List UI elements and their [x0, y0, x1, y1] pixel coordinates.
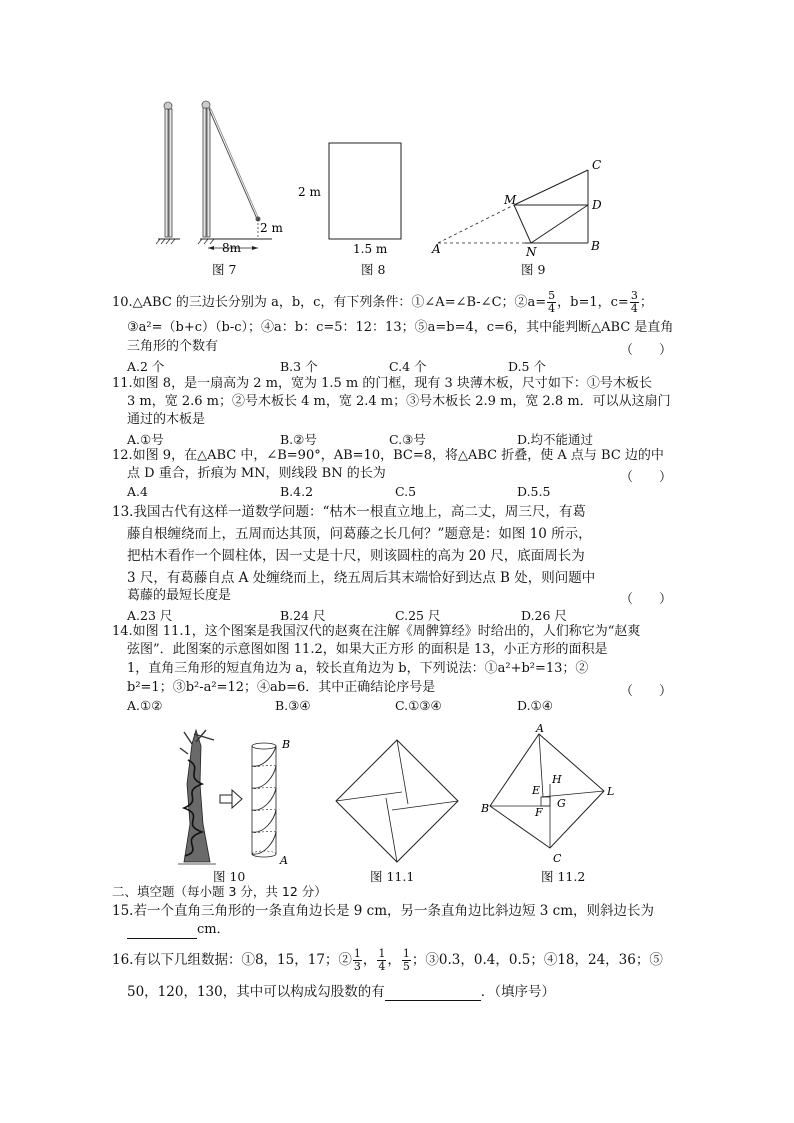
q14-line-3: 1，直角三角形的短直角边为 a，较长直角边为 b，下列说法：①a²+b²=13；② [127, 661, 589, 676]
fig11-2-point-A: A [536, 724, 544, 735]
q11-option-a: A.①号 [127, 432, 164, 447]
fig10-label-B: B [282, 738, 291, 751]
q16-fraction-2: $\frac{1}{4}$ [378, 947, 386, 973]
q14-answer-paren: （ ） [620, 684, 673, 699]
figure-7-drawing [156, 101, 283, 255]
q13-answer-paren: （ ） [620, 592, 673, 607]
q12-option-c: C.5 [395, 484, 417, 499]
q10-option-b: B.3 个 [280, 359, 318, 374]
q16-fraction-3: $\frac{1}{5}$ [402, 947, 410, 973]
q15-line2-post: cm． [197, 922, 230, 937]
fig9-point-D: D [592, 198, 602, 212]
q14-line-4: b²=1；③b²-a²=12；④ab=6．其中正确结论序号是 [127, 680, 436, 695]
q13-line-2: 藤自根缠绕而上，五周而达其顶，问葛藤之长几何？”题意是：如图 10 所示， [127, 526, 592, 542]
q14-option-d: D.①④ [517, 698, 553, 713]
q14-line-1: 14.如图 11.1，这个图案是我国汉代的赵爽在注解《周髀算经》时给出的，人们称它为“赵爽 [112, 624, 641, 639]
q14-line-2: 弦图”．此图案的示意图如图 11.2，如果大正方形 的面积是 13，小正方形的面积是 [127, 642, 608, 657]
top-figures [150, 95, 670, 280]
q12-option-a: A.4 [127, 484, 148, 499]
fig10-caption: 图 10 [213, 869, 246, 884]
q12-line-1: 12.如图 9，在△ABC 中，∠B=90°，AB=10，BC=8，将△ABC 折叠，使 A 点与 BC 边的中 [112, 448, 664, 463]
q13-option-c: C.25 尺 [395, 608, 441, 623]
q13-line-1: 13.我国古代有这样一道数学问题：“枯木一根直立地上，高二丈，周三尺，有葛 [112, 504, 586, 520]
q10-line-2: ③a²=（b+c）（b-c）；④a：b：c=5：12：13；⑤a=b=4，c=6，其中能判断△ABC 是直角 [127, 320, 674, 335]
q10-line1-pre: 10.△ABC 的三边长分别为 a，b，c，有下列条件：①∠A=∠B-∠C；②a= [112, 295, 547, 310]
q16-line1-pre: 16.有以下几组数据：①8，15，17；② [112, 952, 352, 968]
fig8-caption: 图 8 [361, 262, 386, 277]
q15-answer-blank[interactable] [127, 922, 197, 939]
q11-option-d: D.均不能通过 [517, 432, 594, 447]
fig7-label-2m: 2 m [260, 221, 283, 235]
q11-option-c: C.③号 [389, 432, 426, 447]
q16-fraction-1: $\frac{1}{3}$ [353, 947, 361, 973]
figure-10-drawing [178, 730, 290, 867]
q15-line-2 [127, 922, 230, 939]
figure-8-drawing [298, 143, 401, 256]
q14-option-b: B.③④ [275, 698, 311, 713]
q11-line-2: 3 m，宽 2.6 m；②号木板长 4 m，宽 2.4 m；③号木板长 2.9 m，宽 2.8 m．可以从这扇门 [127, 394, 671, 409]
fig8-width-label: 1.5 m [353, 242, 388, 256]
fig11-2-point-C: C [553, 852, 562, 865]
fig8-height-label: 2 m [298, 185, 321, 199]
q10-option-a: A.2 个 [127, 359, 165, 374]
q11-option-b: B.②号 [280, 432, 317, 447]
middle-figures [170, 724, 640, 872]
fig11-2-point-F: F [535, 806, 543, 819]
q10-line-3: 三角形的个数有 [127, 339, 219, 354]
fig7-label-8m: 8m [222, 241, 242, 255]
q14-option-c: C.①③④ [395, 698, 442, 713]
q10-line-1 [112, 290, 653, 316]
section-2-title: 二、填空题（每小题 3 分，共 12 分） [112, 884, 327, 899]
fig9-point-M: M [504, 193, 517, 207]
fig11-2-point-E: E [532, 784, 541, 797]
q10-fraction-1: $\frac{5}{4}$ [548, 289, 556, 315]
q12-option-d: D.5.5 [517, 484, 551, 499]
q12-answer-paren: （ ） [620, 470, 673, 485]
q12-option-b: B.4.2 [280, 484, 314, 499]
q13-option-d: D.26 尺 [521, 608, 567, 623]
q12-line-2: 点 D 重合，折痕为 MN，则线段 BN 的长为 [127, 466, 386, 481]
q10-line1-mid: ，b=1，c= [557, 295, 629, 310]
fig9-point-B: B [591, 239, 600, 253]
q13-option-a: A.23 尺 [127, 608, 173, 623]
fig9-point-N: N [526, 245, 537, 259]
q16-line2-post: ．（填序号） [480, 984, 555, 1000]
fig10-label-A: A [280, 854, 288, 867]
q13-line-3: 把枯木看作一个圆柱体，因一丈是十尺，则该圆柱的高为 20 尺，底面周长为 [127, 548, 585, 564]
q11-line-3: 通过的木板是 [127, 412, 206, 427]
q16-line-1: 16.有以下几组数据：①8，15，17；② $\frac{1}{3}$ ， $\frac{1}{4}$ ， $\frac{1}{5}$ ；③0.3，0.4，0.5；④18，24，36；⑤ [112, 947, 663, 973]
figure-9-drawing [431, 158, 602, 259]
q13-line-5: 葛藤的最短长度是 [127, 588, 232, 603]
q16-line1-post: ；③0.3，0.4，0.5；④18，24，36；⑤ [411, 952, 663, 968]
figure-11-2-drawing [480, 724, 614, 865]
fig11-2-point-H: H [552, 773, 562, 786]
q10-answer-paren: （ ） [620, 343, 673, 358]
fig9-point-C: C [592, 158, 602, 172]
q16-line-2 [127, 984, 555, 1001]
fig11-1-caption: 图 11.1 [370, 869, 415, 884]
q14-option-a: A.①② [127, 698, 163, 713]
figure-11-1-drawing [336, 740, 458, 862]
q10-option-c: C.4 个 [389, 359, 427, 374]
q13-line-4: 3 尺，有葛藤自点 A 处缠绕而上，绕五周后其末端恰好到达点 B 处，则问题中 [127, 570, 596, 586]
q10-line1-post: ； [639, 295, 653, 310]
fig11-2-point-G: G [557, 797, 566, 810]
q16-answer-blank[interactable] [385, 984, 481, 1001]
q13-option-b: B.24 尺 [280, 608, 326, 623]
q11-line-1: 11.如图 8，是一扇高为 2 m，宽为 1.5 m 的门框，现有 3 块薄木板，尺寸如下：①号木板长 [112, 376, 652, 391]
q10-option-d: D.5 个 [508, 359, 546, 374]
fig7-caption: 图 7 [212, 262, 237, 277]
q10-fraction-2: $\frac{3}{4}$ [630, 289, 638, 315]
fig11-2-caption: 图 11.2 [541, 869, 586, 884]
fig9-point-A: A [432, 242, 441, 256]
q16-line2-pre: 50，120，130，其中可以构成勾股数的有 [127, 984, 385, 1000]
q15-line-1: 15.若一个直角三角形的一条直角边长是 9 cm，另一条直角边比斜边短 3 cm，则斜边长为 [112, 903, 655, 919]
fig11-2-point-B: B [481, 802, 490, 815]
fig11-2-point-L: L [607, 785, 615, 798]
fig9-caption: 图 9 [521, 262, 546, 277]
